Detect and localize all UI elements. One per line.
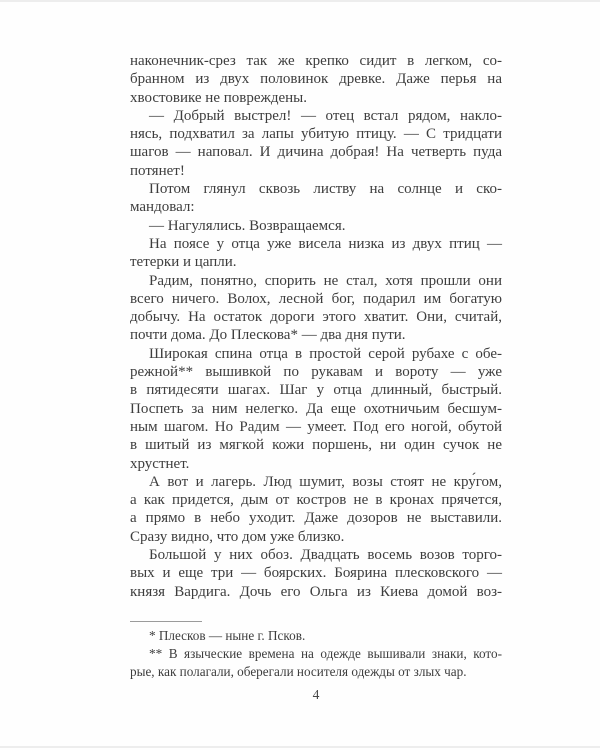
body-text-line: мандовал: [130,199,195,216]
body-text-line: А вот и лагерь. Люд шумит, возы стоят не кру́гом, [149,473,502,490]
body-text-line: всего ничего. Волох, лесной бог, подарил им богатую [130,290,502,307]
body-text-line: Потом глянул сквозь листву на солнце и ско- [149,181,502,198]
body-text-line: — Нагулялись. Возвращаемся. [149,217,346,234]
body-text-line: бранном из двух половинок древке. Даже перья на [130,71,502,88]
footnote-separator [130,621,202,622]
body-text-line: тетерки и цапли. [130,254,237,271]
body-text-line: почти дома. До Плескова* — два дня пути. [130,327,406,344]
body-text-line: Сразу видно, что дом уже близко. [130,528,345,545]
footnotes [130,627,502,681]
body-text-line: ным шагом. Но Радим — умеет. Под его ногой, обутой [130,418,502,435]
body-text-line: шагов — наповал. И дичина добрая! На четверть пуда [130,144,502,161]
body-text-line: Широкая спина отца в простой серой рубахе с обе- [149,345,502,362]
body-text-line: вых и еще три — боярских. Боярина плесковского — [130,565,502,582]
text-block [130,52,502,681]
body-text-line: наконечник-срез так же крепко сидит в легком, со- [130,53,502,69]
scan-edge-bottom [0,746,600,748]
footnote-line: * Плесков — ныне г. Псков. [149,627,306,643]
body-text-line: хрустнет. [130,455,190,472]
body-text-line: Большой у них обоз. Двадцать восемь возов торго- [149,547,502,564]
body-text-line: потянет! [130,162,185,179]
body-text-line: в шитый из мягкой кожи поршень, ни один сучок не [130,437,502,454]
body-text-line: нясь, подхватил за лапы убитую птицу. — С тридцати [130,126,502,143]
body-text-line: добычу. На остаток дороги этого хватит. Они, считай, [130,309,502,326]
footnote-line: рые, как полагали, оберегали носителя одежды от злых чар. [130,663,467,679]
footnote-line: ** В языческие времена на одежде вышивали знаки, кото- [149,645,502,661]
body-text-line: Радим, понятно, спорить не стал, хотя прошли они [149,272,502,289]
body-text-line: режной** вышивкой по рукавам и вороту — уже [130,364,502,381]
body-text-line: На поясе у отца уже висела низка из двух птиц — [149,235,502,252]
body-text-line: Поспеть за ним нелегко. Да еще охотничьим бесшум- [130,400,502,417]
page-number: 4 [312,687,320,702]
body-text-line: а прямо в небо уходит. Даже дозоров не выставили. [130,510,502,527]
body-text [130,52,502,601]
body-text-line: а как придется, дым от костров не в кронах прячется, [130,492,502,509]
body-text-line: в пятидесяти шагах. Шаг у отца длинный, быстрый. [130,382,502,399]
body-text-line: хвостовике не повреждены. [130,89,308,106]
scan-edge-top [0,0,600,2]
body-text-line: — Добрый выстрел! — отец встал рядом, накло- [149,107,502,124]
body-text-line: князя Вардига. Дочь его Ольга из Киева домой воз- [130,583,502,600]
